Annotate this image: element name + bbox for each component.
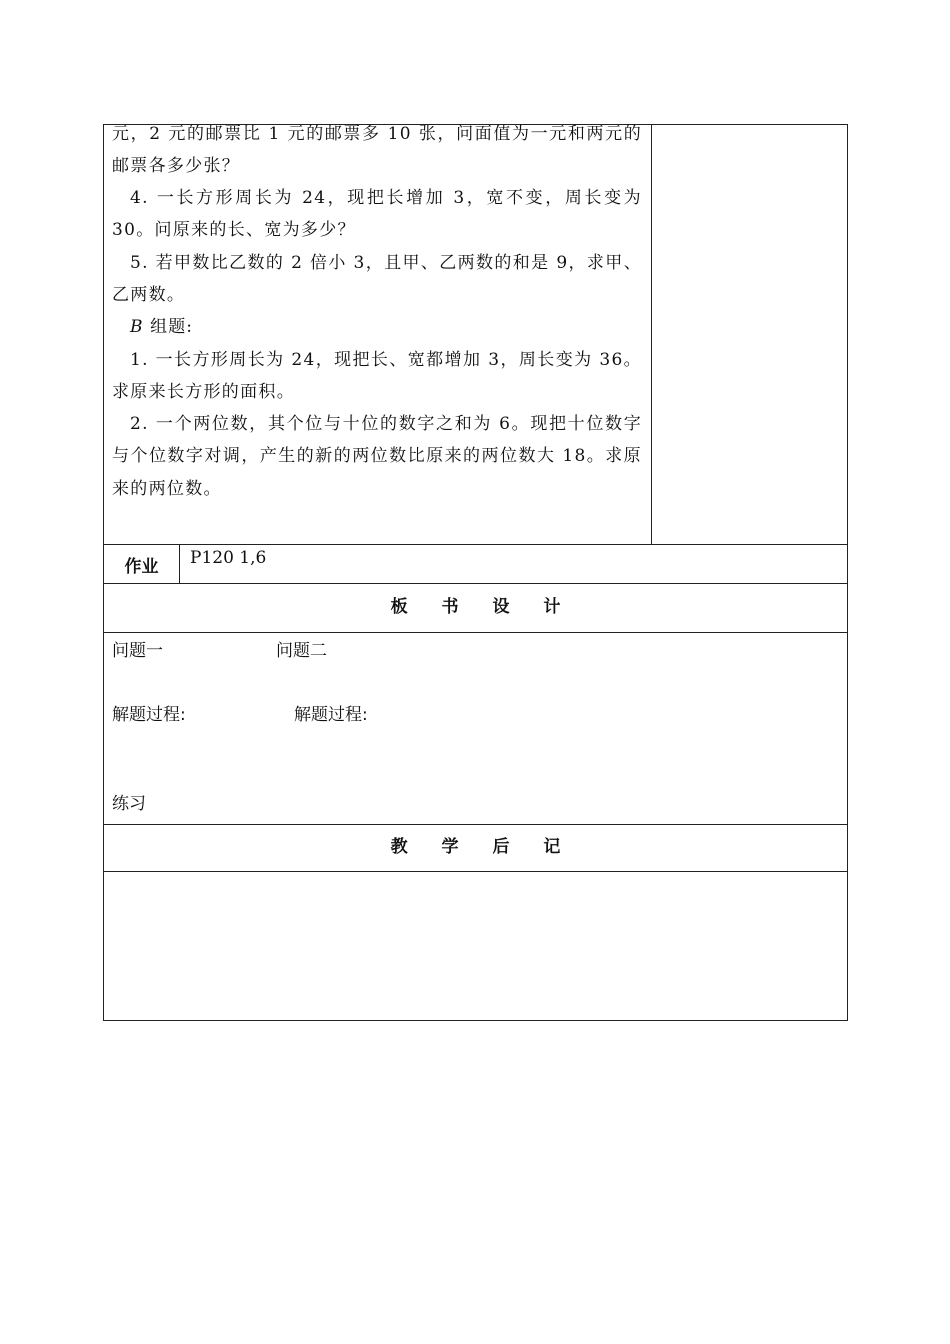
row-divider-homework-top [103, 544, 848, 545]
board-process-2: 解题过程: [294, 705, 368, 725]
content-column-divider [651, 124, 652, 544]
teaching-notes-title: 教 学 后 记 [390, 837, 561, 857]
group-b-heading [130, 311, 193, 343]
board-practice: 练习 [112, 794, 146, 814]
group-b-letter: B [130, 317, 144, 337]
teaching-notes-content [104, 872, 847, 1020]
row-divider-notes-title-top [103, 824, 848, 825]
group-b-label: 组题: [150, 317, 194, 337]
exercise-b1: 1. 一长方形周长为 24，现把长、宽都增加 3，周长变为 36。求原来长方形的面积。 [112, 350, 642, 403]
exercise-3-continuation: 元，2 元的邮票比 1 元的邮票多 10 张，问面值为一元和两元的邮票各多少张？ [112, 124, 642, 177]
homework-value: P120 1,6 [190, 548, 267, 568]
exercise-a4: 4. 一长方形周长为 24，现把长增加 3，宽不变，周长变为 30。问原来的长、宽为多少？ [112, 188, 642, 241]
board-problem-2: 问题二 [276, 641, 327, 661]
board-problem-1: 问题一 [112, 641, 163, 661]
homework-label: 作业 [124, 556, 159, 577]
row-divider-board-content-top [103, 632, 848, 633]
homework-column-divider [179, 544, 180, 584]
table-bottom-border [103, 1020, 848, 1021]
board-design-title: 板 书 设 计 [390, 597, 561, 617]
board-process-1: 解题过程: [112, 705, 186, 725]
exercise-a5: 5. 若甲数比乙数的 2 倍小 3，且甲、乙两数的和是 9，求甲、乙两数。 [112, 253, 642, 306]
exercise-b2: 2. 一个两位数，其个位与十位的数字之和为 6。现把十位数字与个位数字对调，产生的新的两位数比原来的两位数大 18。求原来的两位数。 [112, 414, 642, 499]
table-right-border [847, 124, 848, 1021]
row-divider-board-title-top [103, 583, 848, 584]
